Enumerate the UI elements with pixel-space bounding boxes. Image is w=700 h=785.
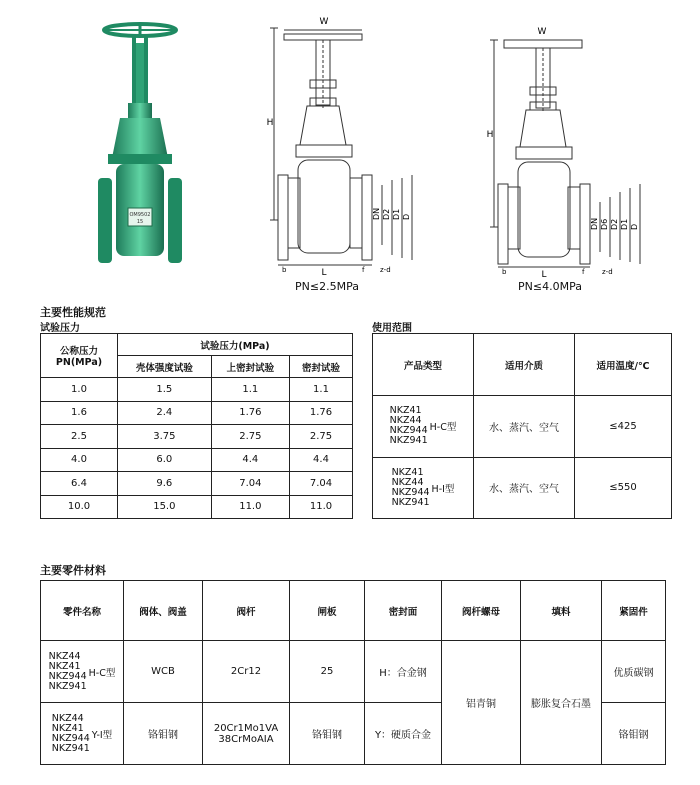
drawing1-caption: PN≤2.5MPa bbox=[295, 280, 359, 293]
header-seal: 密封试验 bbox=[290, 356, 353, 378]
table-row: NKZ41 NKZ44 NKZ944 NKZ941H-I型 水、蒸汽、空气 ≤550 bbox=[373, 457, 672, 519]
drawing-pn40 bbox=[484, 12, 654, 280]
dim-l: L bbox=[321, 268, 327, 278]
table-row: 10.0 15.0 11.0 11.0 bbox=[41, 495, 353, 519]
dim-d2: D2 bbox=[382, 208, 391, 220]
header-fastener: 紧固件 bbox=[602, 581, 666, 641]
dim-f-2: f bbox=[582, 268, 585, 276]
header-seal-face: 密封面 bbox=[365, 581, 442, 641]
dim-w: W bbox=[319, 17, 329, 27]
test-pressure-table bbox=[40, 333, 353, 519]
photo-plate-line2: 15 bbox=[136, 219, 144, 225]
materials-table bbox=[40, 580, 666, 765]
usage-title: 使用范围 bbox=[372, 323, 412, 334]
header-gate: 闸板 bbox=[290, 581, 365, 641]
dim-d6-2: D6 bbox=[600, 218, 609, 230]
dim-zd-2: z-d bbox=[602, 268, 613, 276]
drawing2-caption: PN≤4.0MPa bbox=[518, 280, 582, 293]
table-row: NKZ41 NKZ44 NKZ944 NKZ941H-C型 水、蒸汽、空气 ≤425 bbox=[373, 396, 672, 458]
dim-w-2: W bbox=[537, 27, 547, 37]
header-body: 阀体、阀盖 bbox=[124, 581, 203, 641]
packing-material: 膨胀复合石墨 bbox=[521, 641, 602, 765]
header-temp: 适用温度/℃ bbox=[575, 334, 672, 396]
materials-models-2: NKZ44 NKZ41 NKZ944 NKZ941 bbox=[51, 712, 90, 754]
dim-f: f bbox=[362, 266, 365, 274]
dim-dn-2: DN bbox=[590, 217, 599, 230]
table-row: 6.4 9.6 7.04 7.04 bbox=[41, 472, 353, 496]
dim-l-2: L bbox=[541, 270, 547, 280]
dim-dn: DN bbox=[372, 207, 381, 220]
valve-photo bbox=[98, 18, 184, 270]
dim-d-2: D bbox=[630, 223, 639, 230]
dim-h-2: H bbox=[486, 130, 494, 140]
dim-h: H bbox=[266, 118, 274, 128]
table-row: 2.5 3.75 2.75 2.75 bbox=[41, 425, 353, 449]
header-shell: 壳体强度试验 bbox=[118, 356, 212, 378]
test-pressure-title: 试验压力 bbox=[40, 323, 80, 334]
dim-d: D bbox=[402, 213, 411, 220]
specs-title: 主要性能规范 bbox=[40, 306, 106, 319]
header-part-name: 零件名称 bbox=[41, 581, 124, 641]
table-row: 1.6 2.4 1.76 1.76 bbox=[41, 401, 353, 425]
dim-b: b bbox=[282, 266, 287, 274]
dim-zd: z-d bbox=[380, 266, 391, 274]
header-test-group: 试验压力(MPa) bbox=[118, 334, 353, 356]
header-nominal: 公称压力 PN(MPa) bbox=[41, 334, 118, 378]
header-product: 产品类型 bbox=[373, 334, 474, 396]
materials-models-1: NKZ44 NKZ41 NKZ944 NKZ941 bbox=[48, 650, 87, 692]
dim-d1-2: D1 bbox=[620, 218, 629, 230]
header-stem-nut: 阀杆螺母 bbox=[442, 581, 521, 641]
table-row: 1.0 1.5 1.1 1.1 bbox=[41, 378, 353, 402]
photo-plate-line1: OM9502 bbox=[129, 212, 151, 218]
usage-models-1: NKZ41 NKZ44 NKZ944 NKZ941 bbox=[389, 405, 428, 447]
header-upper-seal: 上密封试验 bbox=[211, 356, 289, 378]
header-packing: 填料 bbox=[521, 581, 602, 641]
drawing-pn25 bbox=[262, 10, 422, 280]
table-row: 4.0 6.0 4.4 4.4 bbox=[41, 448, 353, 472]
stem-nut-material: 铝青铜 bbox=[442, 641, 521, 765]
header-medium: 适用介质 bbox=[474, 334, 575, 396]
dim-b-2: b bbox=[502, 268, 507, 276]
header-stem: 阀杆 bbox=[203, 581, 290, 641]
materials-title: 主要零件材料 bbox=[40, 564, 106, 577]
usage-table bbox=[372, 333, 672, 519]
table-row: NKZ44 NKZ41 NKZ944 NKZ941Y-I型 铬钼钢 20Cr1Mo1VA 38CrMoAIA 铬钼钢 Y：硬质合金 铬钼钢 bbox=[41, 703, 666, 765]
table-row: NKZ44 NKZ41 NKZ944 NKZ941H-C型 WCB 2Cr12 25 H：合金钢 铝青铜 膨胀复合石墨 优质碳钢 bbox=[41, 641, 666, 703]
dim-d2-2: D2 bbox=[610, 218, 619, 230]
usage-models-2: NKZ41 NKZ44 NKZ944 NKZ941 bbox=[391, 466, 430, 508]
dim-d1: D1 bbox=[392, 208, 401, 220]
